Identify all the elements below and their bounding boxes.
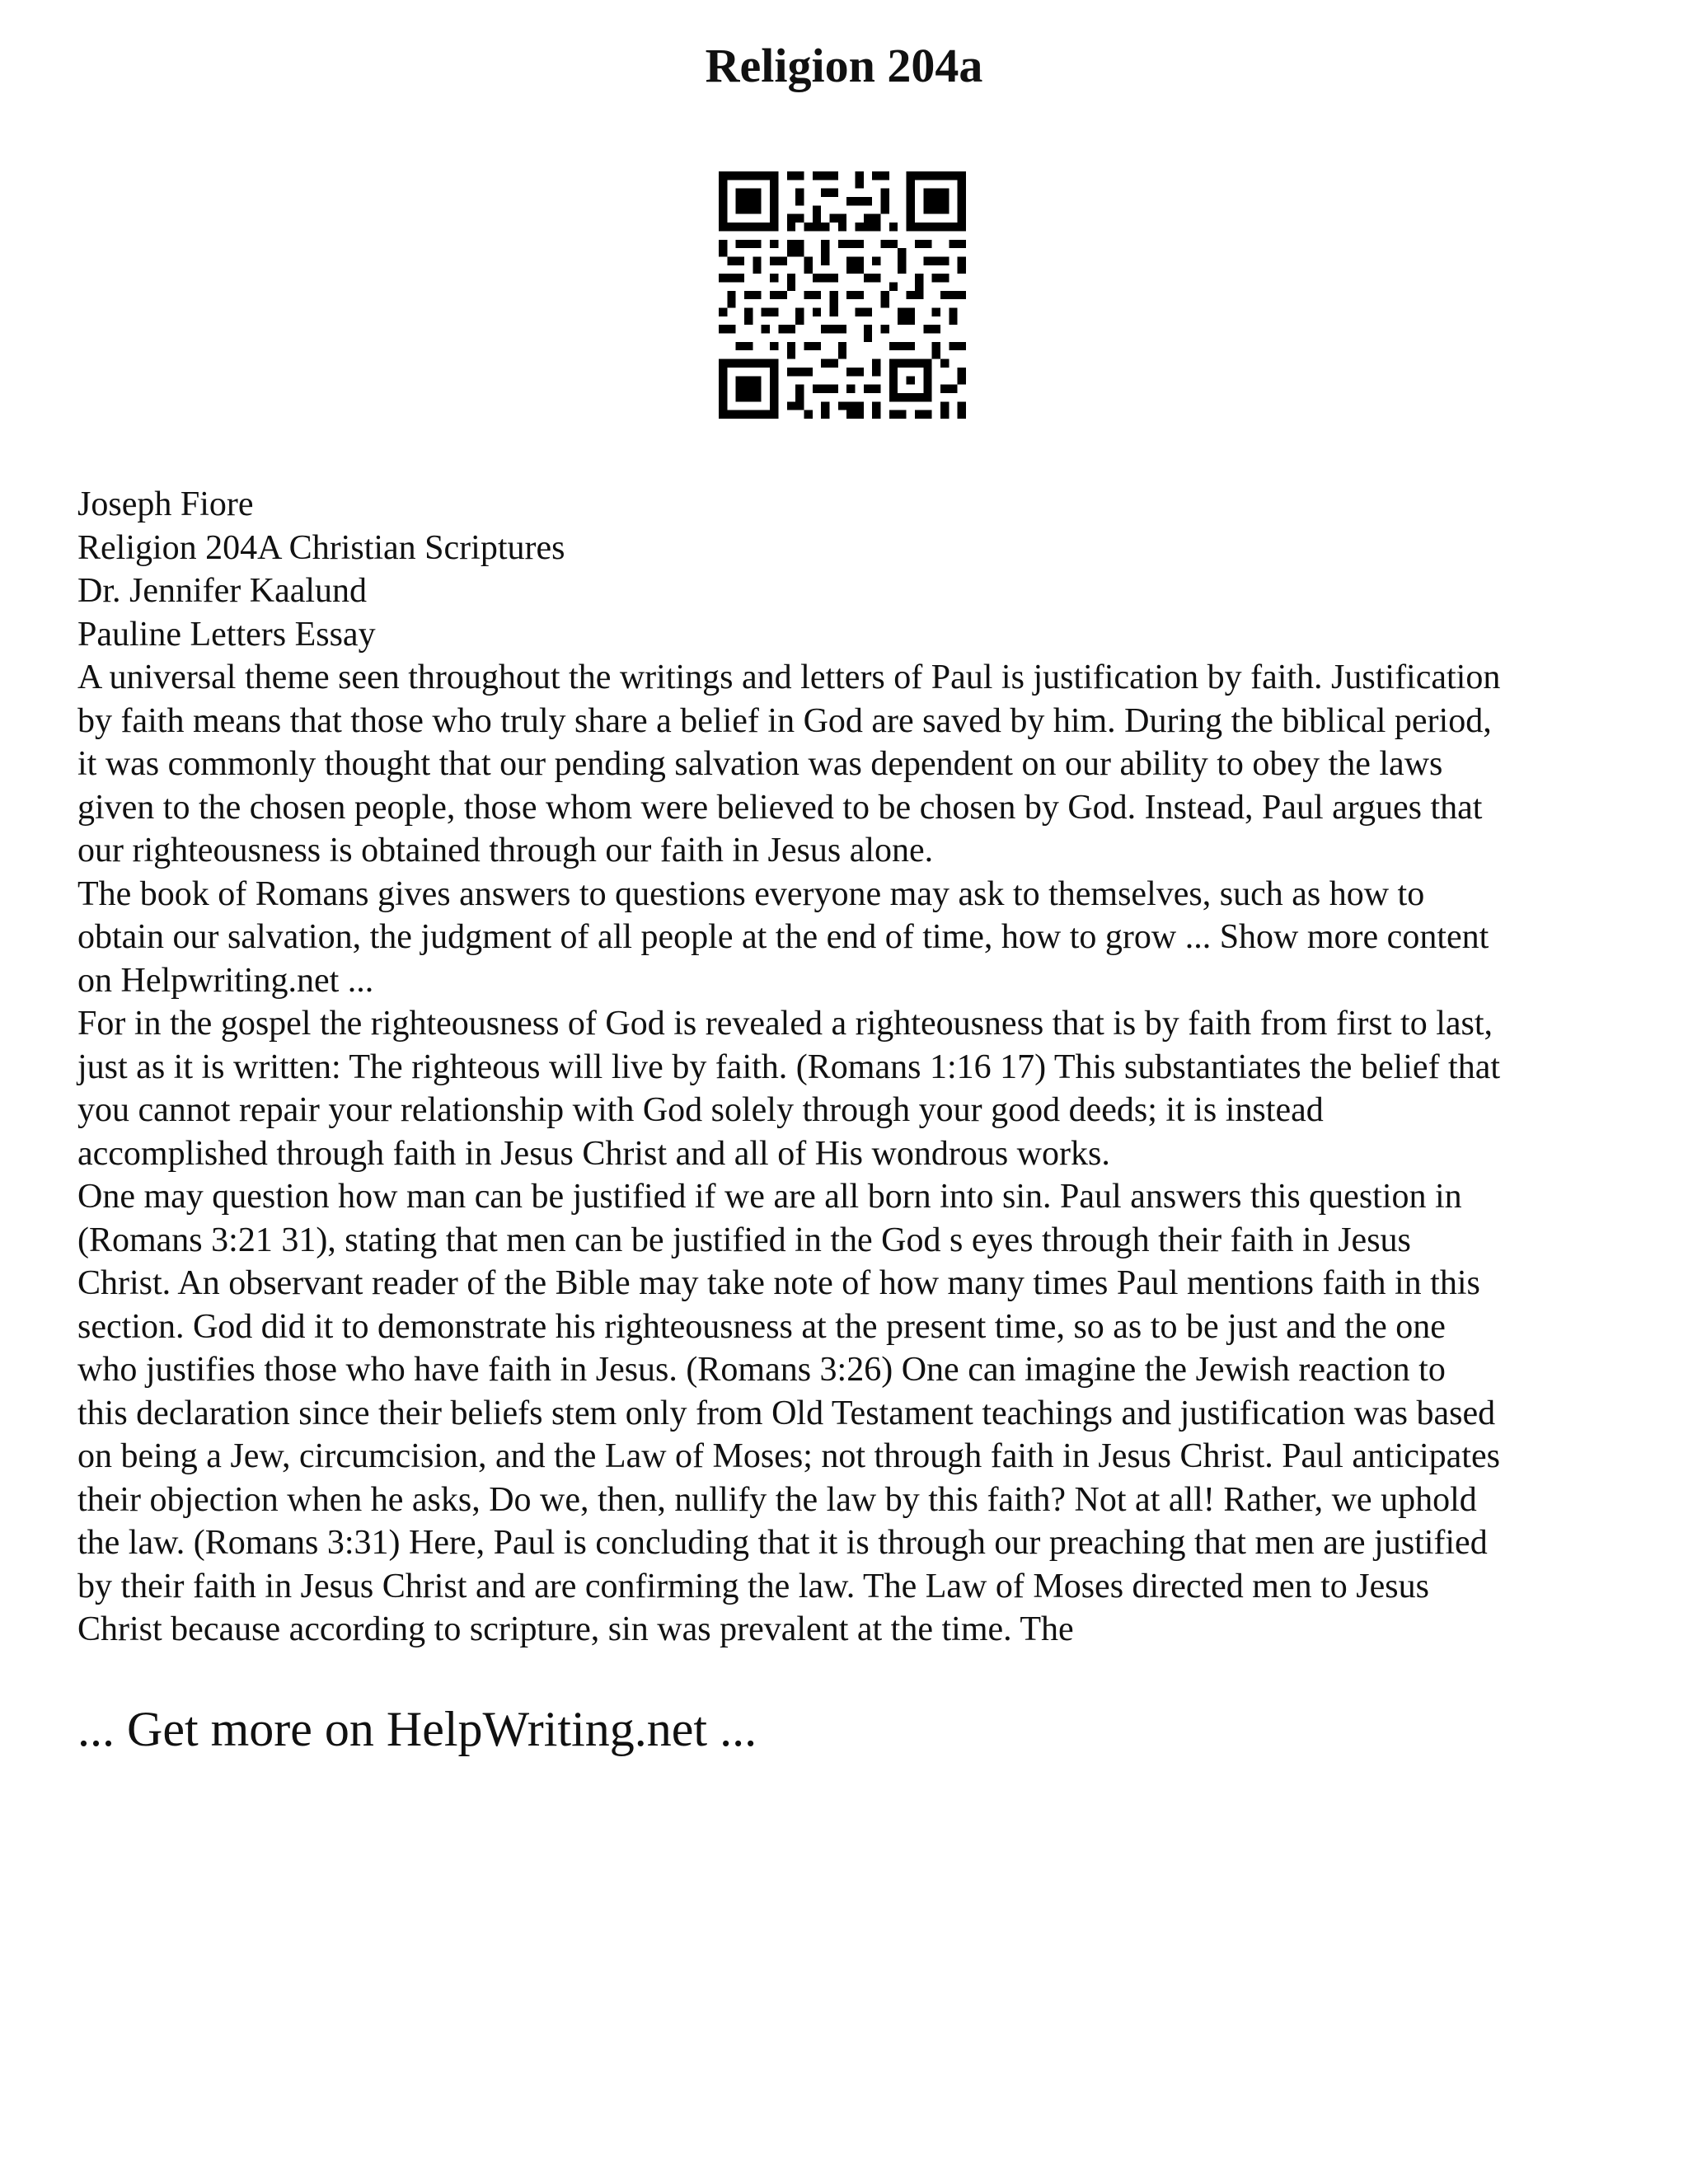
instructor-name: Dr. Jennifer Kaalund	[77, 572, 368, 610]
paragraph-line: (Romans 3:21 31), stating that men can be justified in the God s eyes through their faith in Jesus	[77, 1221, 1411, 1259]
paragraph-3	[77, 1002, 1627, 1175]
paragraph-line: our righteousness is obtained through our faith in Jesus alone.	[77, 832, 934, 869]
essay-title: Pauline Letters Essay	[77, 615, 376, 654]
paragraph-line: on being a Jew, circumcision, and the Law of Moses; not through faith in Jesus Christ. Paul anticipates	[77, 1437, 1500, 1475]
paragraph-1	[77, 656, 1627, 873]
paragraph-line: One may question how man can be justified if we are all born into sin. Paul answers this question in	[77, 1178, 1462, 1216]
qr-code-icon	[719, 171, 966, 419]
paragraph-line: For in the gospel the righteousness of God is revealed a righteousness that is by faith from first to last,	[77, 1005, 1493, 1043]
paragraph-line: Christ because according to scripture, sin was prevalent at the time. The	[77, 1610, 1074, 1648]
paragraph-line: A universal theme seen throughout the writings and letters of Paul is justification by faith. Justification	[77, 658, 1501, 696]
paragraph-line: The book of Romans gives answers to questions everyone may ask to themselves, such as how to	[77, 874, 1425, 913]
paragraph-line: by faith means that those who truly share a belief in God are saved by him. During the biblical period,	[77, 701, 1492, 740]
paragraph-line: this declaration since their beliefs stem only from Old Testament teachings and justification was based	[77, 1394, 1496, 1432]
paragraph-line: on Helpwriting.net ...	[77, 961, 374, 1000]
paragraph-line: by their faith in Jesus Christ and are confirming the law. The Law of Moses directed men to Jesus	[77, 1567, 1429, 1605]
paragraph-line: you cannot repair your relationship with God solely through your good deeds; it is instead	[77, 1091, 1324, 1129]
get-more-link[interactable]: ... Get more on HelpWriting.net ...	[77, 1702, 757, 1756]
essay-body	[77, 483, 1627, 1652]
paragraph-4	[77, 1175, 1627, 1652]
paragraph-line: accomplished through faith in Jesus Christ and all of His wondrous works.	[77, 1134, 1110, 1173]
author-name: Joseph Fiore	[77, 485, 254, 523]
show-more-link[interactable]: obtain our salvation, the judgment of all people at the end of time, how to grow ... Show more content	[77, 918, 1489, 956]
paragraph-line: who justifies those who have faith in Jesus. (Romans 3:26) One can imagine the Jewish reaction to	[77, 1351, 1446, 1389]
paragraph-line: just as it is written: The righteous will live by faith. (Romans 1:16 17) This substantiates the belief that	[77, 1047, 1501, 1086]
course-name: Religion 204A Christian Scriptures	[77, 528, 565, 567]
paragraph-line: given to the chosen people, those whom were believed to be chosen by God. Instead, Paul argues that	[77, 788, 1483, 827]
document-title: Religion 204a	[705, 39, 983, 92]
paragraph-line: the law. (Romans 3:31) Here, Paul is concluding that it is through our preaching that men are justified	[77, 1524, 1488, 1562]
paragraph-line: section. God did it to demonstrate his righteousness at the present time, so as to be just and the one	[77, 1307, 1446, 1346]
paragraph-line: Christ. An observant reader of the Bible may take note of how many times Paul mentions faith in this	[77, 1264, 1480, 1302]
paragraph-2	[77, 873, 1627, 1003]
paragraph-line: it was commonly thought that our pending salvation was dependent on our ability to obey the laws	[77, 745, 1443, 783]
paragraph-line: their objection when he asks, Do we, then, nullify the law by this faith? Not at all! Rather, we uphold	[77, 1480, 1477, 1519]
